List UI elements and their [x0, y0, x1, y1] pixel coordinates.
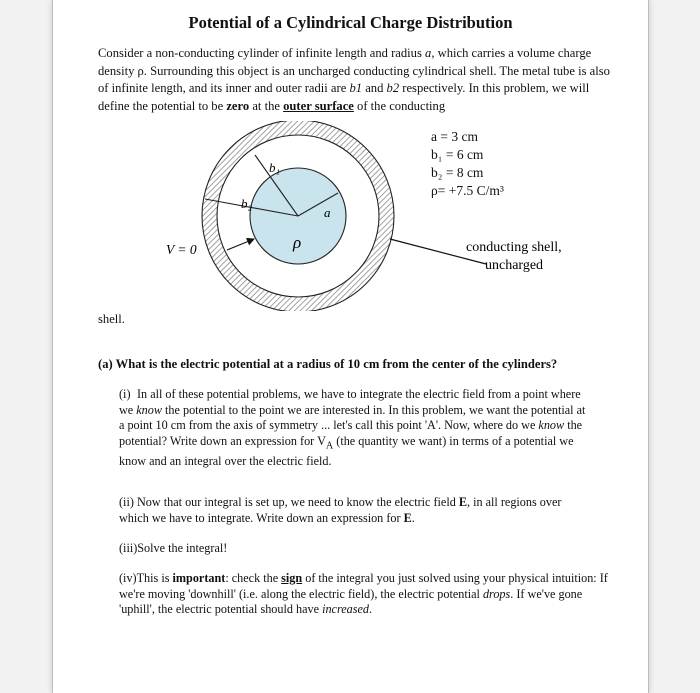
parameter-list	[431, 128, 504, 200]
label-v0: V = 0	[166, 242, 197, 257]
label-b2: b₂	[241, 196, 253, 211]
item-emph: increased	[322, 602, 369, 617]
v0-arrow	[227, 239, 254, 250]
item-bold: important	[172, 571, 226, 585]
subquestion-iv	[119, 571, 609, 618]
intro-continuation: shell.	[98, 312, 125, 326]
item-bold: E	[458, 495, 467, 509]
item-emph: drops	[482, 586, 511, 601]
item-bold: E	[403, 510, 412, 525]
intro-text: of the conducting	[353, 98, 446, 113]
label-b1: b₁	[269, 160, 281, 175]
param-a: a = 3 cm	[431, 129, 478, 144]
item-number: (iv)	[119, 571, 137, 585]
item-text: the potential? Write down an expression for V	[119, 418, 583, 449]
label-rho: ρ	[293, 233, 302, 252]
label-shell-1: conducting shell,	[466, 240, 562, 255]
cylinder-diagram	[133, 121, 603, 311]
item-text: In all of these potential problems, we have to integrate the electric field from a point where we	[119, 387, 581, 417]
item-number: (ii)	[119, 495, 134, 509]
label-a: a	[324, 205, 331, 220]
item-emph: know	[538, 418, 565, 433]
item-text: .	[369, 602, 373, 617]
item-text: .	[411, 510, 415, 525]
question-a: (a) What is the electric potential at a radius of 10 cm from the center of the cylinders?	[98, 357, 558, 371]
item-text: of the integral you just solved using your physical intuition: If we're moving 'downhill' (i.e. along the electric field), the electric potential	[119, 571, 608, 601]
intro-text: at the	[249, 98, 284, 113]
intro-paragraph	[98, 45, 613, 115]
intro-text: Consider a non-conducting cylinder of infinite length and radius	[98, 46, 426, 60]
item-subscript: A	[325, 440, 334, 452]
intro-var-b1: b1	[349, 81, 363, 95]
param-rho: ρ= +7.5 C/m³	[431, 183, 504, 198]
item-text: . If we've gone 'uphill', the electric potential should have	[119, 586, 583, 617]
page-title: Potential of a Cylindrical Charge Distribution	[188, 13, 513, 32]
item-number: (i)	[119, 387, 131, 401]
param-b1: b₁ = 6 cm	[431, 147, 484, 162]
item-number: (iii)	[119, 541, 138, 555]
item-text: , in all regions over which we have to integrate. Write down an expression for	[119, 495, 562, 525]
item-text: This is	[136, 571, 173, 585]
subquestion-iii	[119, 541, 587, 557]
item-text: the potential to the point we are interested in. In this problem, we want the potential at a point 10 cm from the axis of symmetry ... let's call this point 'A'. Now, where do we	[119, 402, 586, 433]
item-bold: sign	[281, 571, 303, 585]
subquestion-i	[119, 387, 587, 470]
item-text: Now that our integral is set up, we need to know the electric field	[137, 495, 459, 509]
item-emph: know	[136, 402, 162, 417]
intro-var-b2: b2	[386, 81, 400, 95]
intro-var-a: a	[425, 46, 432, 60]
subquestion-ii	[119, 495, 587, 526]
intro-outer-surface: outer surface	[283, 98, 354, 113]
label-shell-2: uncharged	[485, 258, 544, 273]
item-text: : check the	[225, 571, 282, 585]
param-b2: b₂ = 8 cm	[431, 165, 484, 180]
intro-text: , which carries a volume charge density ρ. Surrounding this object is an uncharged conducting cylindrical shell. The metal tube is also of infinite length, and its inner and outer radii are	[98, 46, 610, 95]
item-text: Solve the integral!	[137, 541, 228, 555]
intro-text: and	[362, 81, 387, 95]
intro-text: respectively. In this problem, we will define the potential to be	[98, 81, 590, 113]
item-text: (the quantity we want) in terms of a potential we know and an integral over the electric field.	[119, 434, 574, 469]
intro-zero: zero	[226, 98, 250, 113]
document-page	[52, 0, 649, 693]
